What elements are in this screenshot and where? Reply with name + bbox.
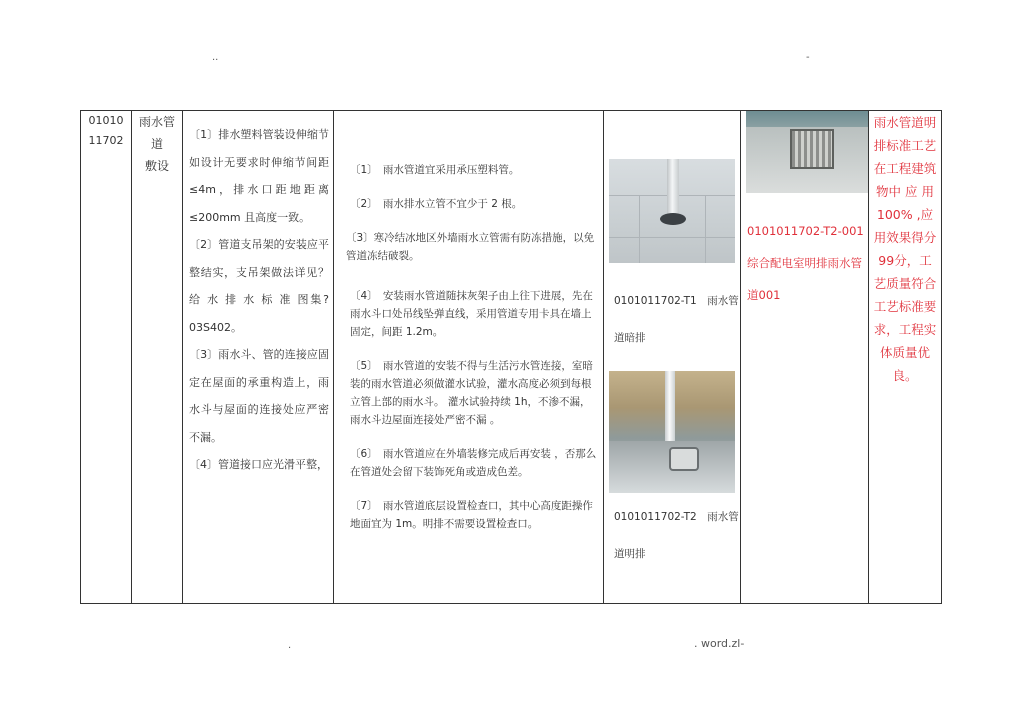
technique-cell bbox=[334, 111, 604, 604]
item-name-line-2: 道 bbox=[150, 137, 163, 151]
exposed-pipe-photo bbox=[609, 371, 735, 493]
concealed-pipe-photo bbox=[609, 159, 735, 263]
technique-4: 〔4〕 安装雨水管道随抹灰架子由上往下进展，先在雨水斗口处吊线坠弹直线，采用管道专用卡具在墙上固定，间距 1.2m。 bbox=[350, 290, 593, 338]
technique-2: 〔2〕 雨水排水立管不宜少于 2 根。 bbox=[350, 198, 523, 210]
evaluation-text: 雨水管道明排标准工艺在工程建筑物中 应 用 100% ,应用效果得分 99分，工艺质量符合工艺标准要求，工程实体质量优良。 bbox=[873, 115, 937, 383]
requirement-3: 〔3〕雨水斗、管的连接应固定在屋面的承重构造上，雨水斗与屋面的连接处应严密不漏。 bbox=[189, 348, 329, 444]
photo-caption-2: 0101011702-T2 雨水管道明排 bbox=[614, 511, 739, 560]
header-mark-right: - bbox=[806, 52, 810, 63]
reference-caption-title: 综合配电室明排雨水管道001 bbox=[747, 256, 862, 302]
requirement-1: 〔1〕排水塑料管装设伸缩节如设计无要求时伸缩节间距≤4m，排水口距地距离≤200mm 且高度一致。 bbox=[189, 128, 329, 224]
item-code-cell bbox=[81, 111, 132, 604]
item-name-line-1: 雨水管 bbox=[138, 115, 175, 129]
process-standard-table bbox=[80, 110, 942, 604]
table-row bbox=[81, 111, 942, 604]
floor-drain-photo bbox=[746, 111, 868, 193]
header-mark-left: .. bbox=[212, 52, 219, 63]
technique-1: 〔1〕 雨水管道宜采用承压塑料管。 bbox=[350, 164, 520, 176]
footer-mark-right: . word.zl- bbox=[694, 637, 745, 650]
item-code-line-2: 11702 bbox=[88, 134, 124, 147]
item-code-line-1: 01010 bbox=[88, 114, 124, 127]
item-name-line-3: 敷设 bbox=[144, 159, 169, 173]
evaluation-cell bbox=[869, 111, 942, 604]
reference-cell bbox=[741, 111, 869, 604]
technique-6: 〔6〕 雨水管道应在外墙装修完成后再安装 ，否那么在管道处会留下装饰死角或造成色差。 bbox=[350, 448, 597, 478]
requirement-2: 〔2〕管道支吊架的安装应平整结实，支吊架做法详见？给 水 排 水 标 准 图集?03S402。 bbox=[189, 238, 329, 334]
footer-mark-left: . bbox=[288, 640, 292, 651]
photos-cell bbox=[604, 111, 741, 604]
requirements-cell bbox=[183, 111, 334, 604]
technique-5: 〔5〕 雨水管道的安装不得与生活污水管连接，室暗装的雨水管道必须做灌水试验，灌水高度必须到每根立管上部的雨水斗。 灌水试验持续 1h，不渗不漏，雨水斗边屋面连接处严密不漏 。 bbox=[350, 360, 593, 426]
photo-caption-1: 0101011702-T1 雨水管道暗排 bbox=[614, 295, 739, 344]
reference-caption-code: 0101011702-T2-001 bbox=[747, 224, 864, 238]
item-name-cell bbox=[132, 111, 183, 604]
requirement-4: 〔4〕管道接口应光滑平整， bbox=[189, 458, 328, 471]
technique-3: 〔3〕寒冷结冰地区外墙雨水立管需有防冻措施，以免管道冻结破裂。 bbox=[346, 232, 595, 262]
technique-7: 〔7〕 雨水管道底层设置检查口，其中心高度距操作地面宜为 1m。明排不需要设置检查口。 bbox=[350, 500, 593, 530]
